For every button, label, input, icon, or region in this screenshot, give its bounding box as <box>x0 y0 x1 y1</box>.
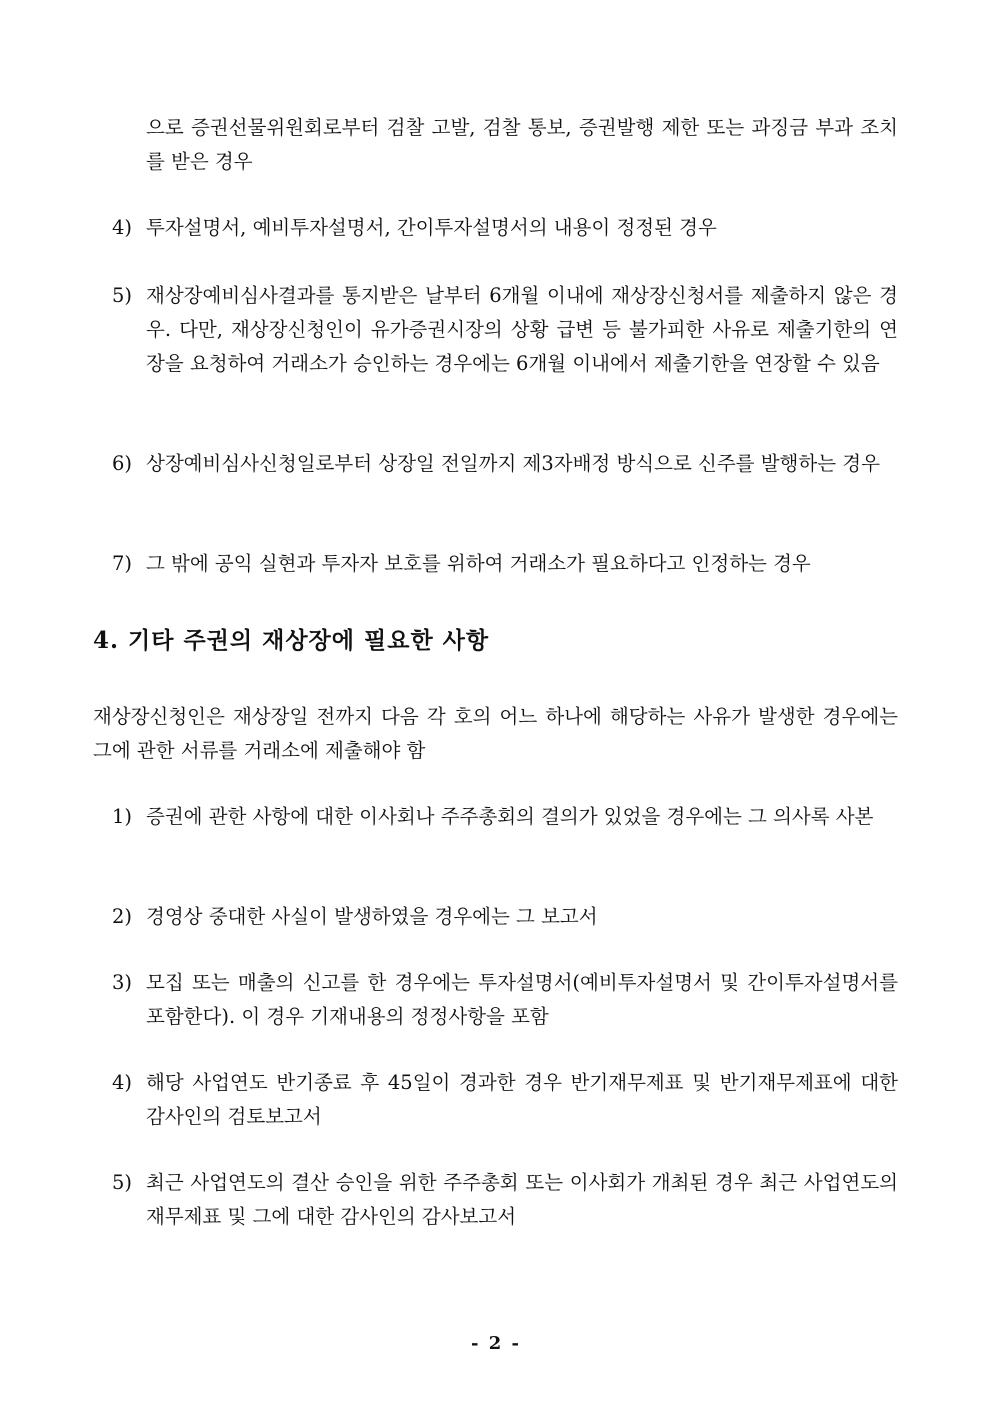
list-item-number: 3) <box>112 971 133 994</box>
list-item-number: 4) <box>112 216 133 239</box>
list-item-number: 5) <box>112 284 133 307</box>
list-item <box>112 447 898 481</box>
list-item-text: 상장예비심사신청일로부터 상장일 전일까지 제3자배정 방식으로 신주를 발행하는 경우 <box>146 452 880 475</box>
list-item-text: 최근 사업연도의 결산 승인을 위한 주주총회 또는 이사회가 개최된 경우 최근 사업연도의 재무제표 및 그에 대한 감사인의 감사보고서 <box>146 1171 898 1228</box>
list-item <box>112 1166 898 1234</box>
list-item-text: 경영상 중대한 사실이 발생하였을 경우에는 그 보고서 <box>146 905 598 928</box>
list-item <box>112 211 898 245</box>
list-item-number: 2) <box>112 905 133 928</box>
list-item <box>112 966 898 1034</box>
list-item-text: 증권에 관한 사항에 대한 이사회나 주주총회의 결의가 있었을 경우에는 그 의사록 사본 <box>146 805 874 828</box>
list-item <box>112 1066 898 1134</box>
list-item <box>112 279 898 381</box>
list-item-number: 5) <box>112 1171 133 1194</box>
list-item <box>112 547 898 581</box>
list-item-text: 그 밖에 공익 실현과 투자자 보호를 위하여 거래소가 필요하다고 인정하는 경우 <box>146 552 811 575</box>
section-heading: 4. 기타 주권의 재상장에 필요한 사항 <box>93 627 490 654</box>
list-item-text: 투자설명서, 예비투자설명서, 간이투자설명서의 내용이 정정된 경우 <box>146 216 717 239</box>
list-item-number: 1) <box>112 805 133 828</box>
list-item-text: 모집 또는 매출의 신고를 한 경우에는 투자설명서(예비투자설명서 및 간이투자설명서를 포함한다). 이 경우 기재내용의 정정사항을 포함 <box>146 971 898 1028</box>
continuation-paragraph: 으로 증권선물위원회로부터 검찰 고발, 검찰 통보, 증권발행 제한 또는 과징금 부과 조치를 받은 경우 <box>146 116 898 173</box>
list-item-number: 4) <box>112 1071 133 1094</box>
list-item-number: 7) <box>112 552 133 575</box>
list-item-text: 재상장예비심사결과를 통지받은 날부터 6개월 이내에 재상장신청서를 제출하지 않은 경우. 다만, 재상장신청인이 유가증권시장의 상황 급변 등 불가피한 사유로 제출기한의 연장을 요청하여 거래소가 승인하는 경우에는 6개월 이내에서 제출기한을 연장할 수 있음 <box>146 284 898 375</box>
list-item <box>112 900 898 934</box>
list-item-number: 6) <box>112 452 133 475</box>
list-item-text: 해당 사업연도 반기종료 후 45일이 경과한 경우 반기재무제표 및 반기재무제표에 대한 감사인의 검토보고서 <box>146 1071 898 1128</box>
list-item <box>112 800 898 834</box>
section-intro-paragraph: 재상장신청인은 재상장일 전까지 다음 각 호의 어느 하나에 해당하는 사유가 발생한 경우에는 그에 관한 서류를 거래소에 제출해야 함 <box>93 705 898 762</box>
page-number: - 2 - <box>471 1333 521 1354</box>
